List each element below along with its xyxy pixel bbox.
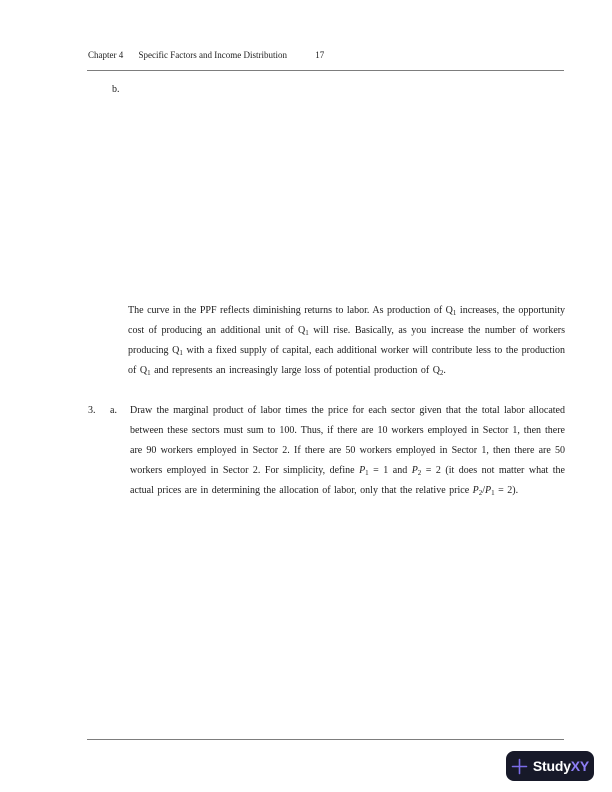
- studyxy-logo: [506, 751, 594, 781]
- logo-text: [533, 758, 589, 774]
- plus-icon: [511, 758, 528, 775]
- logo-text-primary: Study: [532, 758, 571, 774]
- page-header: [88, 50, 565, 60]
- footer-rule: [87, 739, 564, 740]
- blank-figure-area: [128, 100, 565, 290]
- chapter-title: Specific Factors and Income Distribution: [138, 50, 287, 60]
- item-b-label: b.: [112, 84, 120, 95]
- item-3a-paragraph: Draw the marginal product of labor times the price for each sector given that the total labor allocated between these sectors must sum to 100. Thus, if there are 10 workers employed in Sector 1, then there are 90 workers employed in Sector 2. If there are 50 workers employed in Sector 1, then there are 50 workers employed in Sector 2. For simplicity, define $P_1 = 1$ and $P_2 = 2$ (it does not matter what the actual prices are in determining the allocation of labor, only that the relative price $P_2/P_1 = 2$).: [130, 405, 565, 497]
- item-3-number: 3.: [88, 405, 96, 416]
- item-3a-letter: a.: [110, 405, 117, 416]
- page-number: 17: [315, 50, 325, 60]
- header-rule: [87, 70, 564, 71]
- answer-paragraph-b: The curve in the PPF reflects diminishing returns to labor. As production of $Q_1$ increases, the opportunity cost of producing an additional unit of $Q_1$ will rise. Basically, as you increase the number of workers producing $Q_1$ with a fixed supply of capital, each additional worker will contribute less to the production of $Q_1$ and represents an increasingly large loss of potential production of $Q_2$.: [128, 305, 566, 377]
- logo-text-accent: XY: [570, 758, 590, 774]
- chapter-label: Chapter 4: [88, 50, 124, 60]
